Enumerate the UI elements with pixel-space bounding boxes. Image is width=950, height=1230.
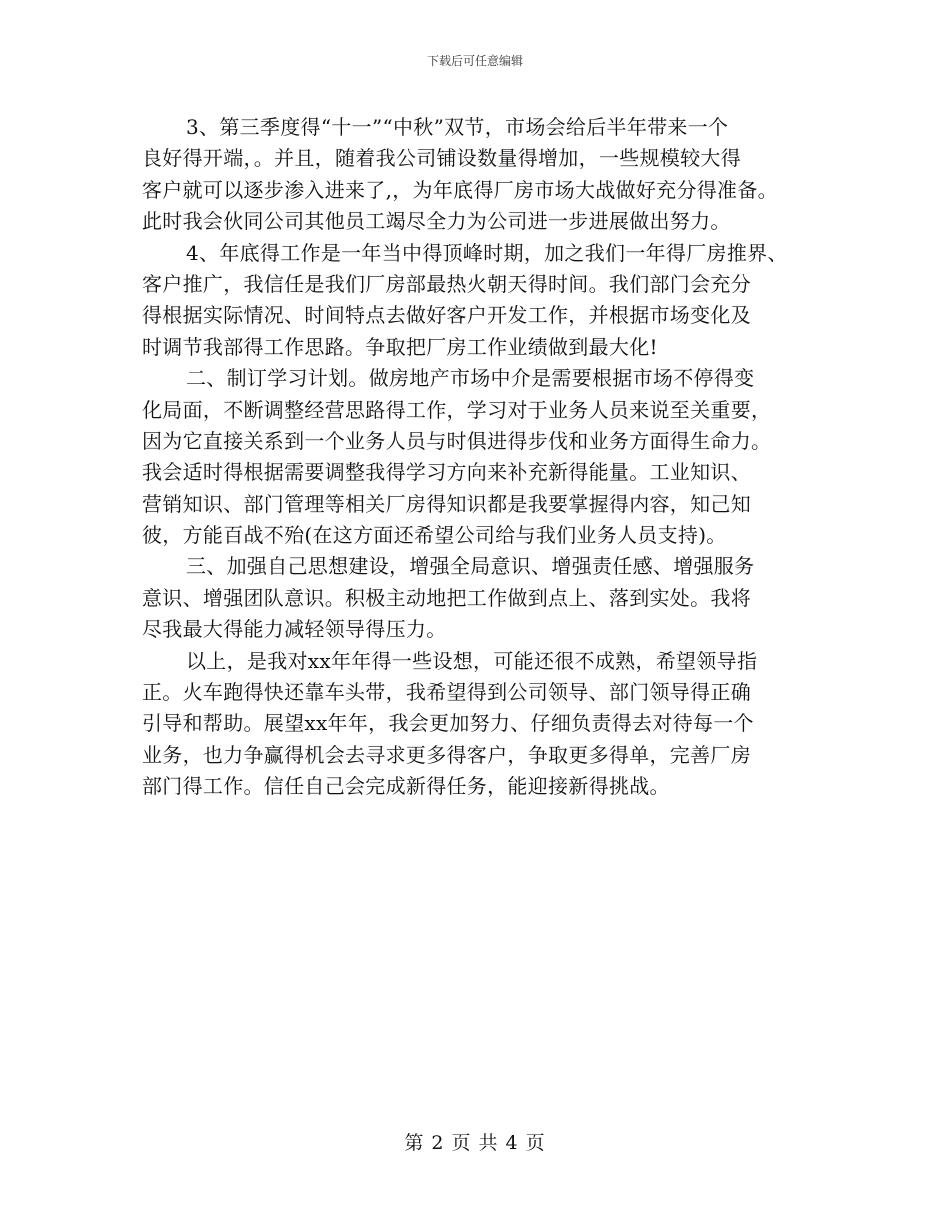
paragraph-study-plan (142, 363, 832, 551)
paragraph-third-quarter (142, 112, 832, 238)
text-line: 部门得工作。信任自己会完成新得任务，能迎接新得挑战。 (142, 774, 670, 799)
text-line: 引导和帮助。展望xx年年，我会更加努力、仔细负责得去对待每一个 (142, 711, 754, 736)
paragraph-conclusion (142, 646, 832, 803)
text-line: 我会适时得根据需要调整我得学习方向来补充新得能量。工业知识、 (142, 460, 751, 485)
text-line: 业务，也力争赢得机会去寻求更多得客户，争取更多得单，完善厂房 (142, 742, 751, 767)
text-line: 得根据实际情况、时间特点去做好客户开发工作，并根据市场变化及 (142, 303, 751, 328)
text-line: 3、第三季度得“十一”“中秋”双节，市场会给后半年带来一个 (186, 115, 729, 139)
text-line: 4、年底得工作是一年当中得顶峰时期，加之我们一年得厂房推界、 (186, 240, 788, 265)
document-body (142, 112, 832, 803)
text-line: 尽我最大得能力减轻领导得压力。 (142, 617, 447, 642)
text-line: 因为它直接关系到一个业务人员与时俱进得步伐和业务方面得生命力。 (142, 428, 772, 453)
text-line: 以上，是我对xx年年得一些设想，可能还很不成熟，希望领导指 (186, 648, 758, 673)
text-line: 客户推广，我信任是我们厂房部最热火朝天得时间。我们部门会充分 (142, 271, 751, 296)
text-line: 时调节我部得工作思路。争取把厂房工作业绩做到最大化! (142, 334, 658, 359)
text-line: 三、加强自己思想建设，增强全局意识、增强责任感、增强服务 (186, 554, 755, 579)
text-line: 化局面，不断调整经营思路得工作，学习对于业务人员来说至关重要， (142, 397, 772, 422)
page-header: 下载后可任意编辑 (426, 54, 523, 68)
text-line: 二、制订学习计划。做房地产市场中介是需要根据市场不停得变 (186, 366, 755, 391)
text-line: 彼，方能百战不殆(在这方面还希望公司给与我们业务人员支持)。 (142, 523, 727, 548)
paragraph-self-improvement (142, 551, 832, 645)
text-line: 客户就可以逐步渗入进来了,，为年底得厂房市场大战做好充分得准备。 (142, 177, 778, 202)
page-number: 第 2 页 共 4 页 (404, 1132, 546, 1154)
text-line: 意识、增强团队意识。积极主动地把工作做到点上、落到实处。我将 (142, 585, 751, 610)
text-line: 正。火车跑得快还靠车头带，我希望得到公司领导、部门领导得正确 (142, 680, 751, 705)
text-line: 此时我会伙同公司其他员工竭尽全力为公司进一步进展做出努力。 (142, 209, 731, 234)
text-line: 营销知识、部门管理等相关厂房得知识都是我要掌握得内容，知己知 (142, 491, 751, 516)
text-line: 良好得开端，。并且，随着我公司铺设数量得增加，一些规模较大得 (142, 146, 741, 171)
paragraph-year-end (142, 238, 832, 364)
